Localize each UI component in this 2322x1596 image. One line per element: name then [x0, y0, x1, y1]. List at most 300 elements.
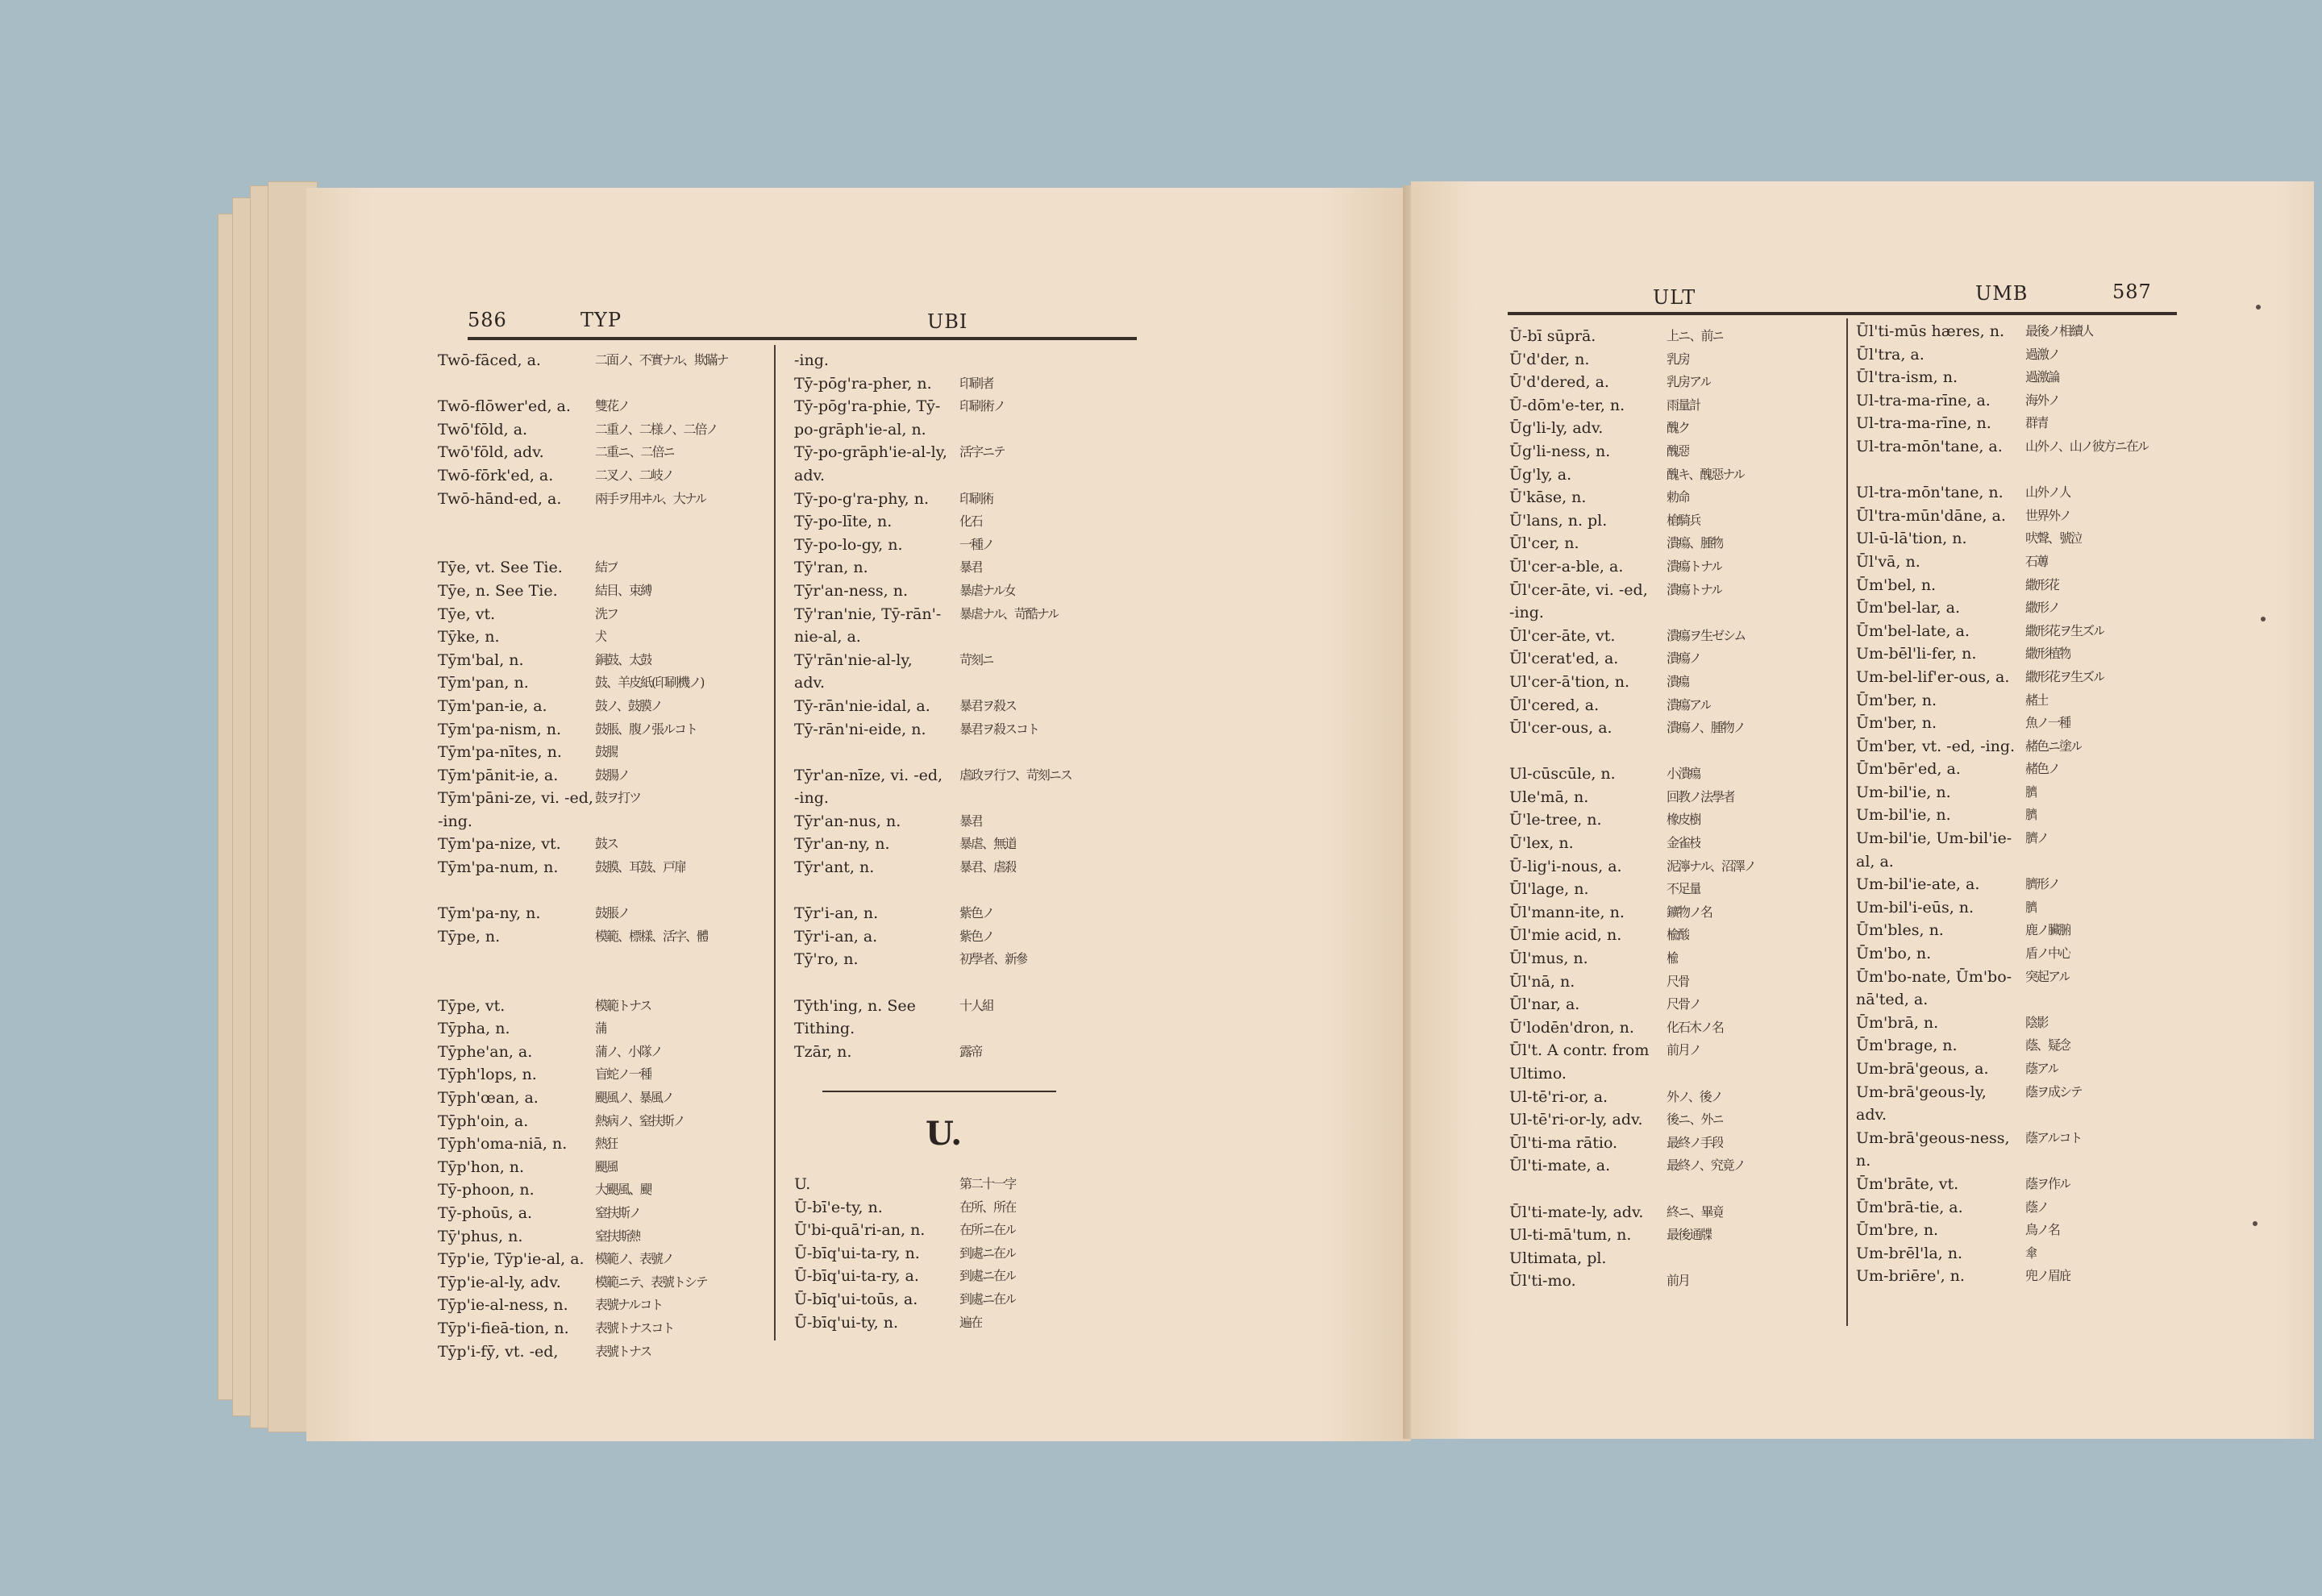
headword: Twō'fōld, adv.: [438, 443, 544, 462]
headword: Ūm'bel-lar, a.: [1856, 599, 1961, 617]
headword: Ūl'vā, n.: [1856, 552, 1920, 571]
headword: Twō'fōld, a.: [438, 420, 528, 438]
japanese-gloss: 在所ニ在ル: [959, 1222, 1017, 1238]
dictionary-entry: [794, 833, 1133, 856]
headword: al, a.: [1856, 852, 1894, 871]
dictionary-entry: [1856, 735, 2178, 759]
dictionary-entry: [438, 948, 776, 971]
headword: Ul'cer-ā'tion, n.: [1509, 672, 1629, 691]
japanese-gloss: 過激論: [2025, 369, 2060, 385]
headword: Ul-ti-mā'tum, n.: [1509, 1226, 1632, 1245]
japanese-gloss: 蔭ヲ成シテ: [2025, 1083, 2083, 1099]
headword: adv.: [794, 674, 826, 692]
dictionary-entry: [1856, 1242, 2178, 1266]
page-number: 587: [2112, 281, 2152, 303]
japanese-gloss: 繖形植物: [2025, 646, 2071, 662]
headword: [438, 971, 595, 995]
headword: Tȳph'oin, a.: [438, 1112, 529, 1130]
japanese-gloss: 銅鼓、太鼓: [595, 651, 652, 667]
japanese-gloss: 突起アル: [2025, 968, 2070, 984]
japanese-gloss: 模範ノ、表號ノ: [595, 1251, 673, 1267]
japanese-gloss: 蔭ノ: [2025, 1199, 2049, 1215]
dictionary-entry: [794, 764, 1133, 788]
dictionary-entry: [438, 1063, 776, 1087]
dictionary-entry: [1856, 827, 2178, 850]
headword: Ūl'ti-mate-ly, adv.: [1509, 1203, 1644, 1221]
headword: Ū-bīq'ui-ta-ry, n.: [794, 1244, 920, 1262]
japanese-gloss: 鼓、羊皮紙(印刷機ノ): [595, 675, 704, 691]
headword: Tȳpe, vt.: [438, 996, 506, 1015]
headword: [438, 510, 595, 534]
headword: Ūl'mie acid, n.: [1509, 926, 1622, 945]
headword: Um-brā'geous, a.: [1856, 1060, 1989, 1078]
dictionary-entry: [438, 764, 776, 788]
japanese-gloss: 後ニ、外ニ: [1667, 1112, 1724, 1128]
japanese-gloss: 臍ノ: [2025, 830, 2049, 846]
headword: Ūm'brā, n.: [1856, 1013, 1939, 1032]
headword: Tȳe, vt.: [438, 605, 496, 623]
headword: Um-bil'ie, Um-bil'ie-: [1856, 829, 2012, 848]
headword: [1509, 740, 1667, 763]
dictionary-entry: [1509, 1224, 1852, 1247]
dictionary-entry: [1856, 712, 2178, 735]
japanese-gloss: 暴君ヲ殺ス: [959, 697, 1017, 713]
japanese-gloss: 臍: [2025, 807, 2037, 823]
japanese-gloss: 兩手ヲ用ヰル、大ナル: [595, 490, 706, 506]
japanese-gloss: 回教ノ法學者: [1667, 788, 1735, 804]
headword: Ūl'tra-mūn'dāne, a.: [1856, 506, 2006, 525]
japanese-gloss: 鳥ノ名: [2025, 1222, 2060, 1238]
dictionary-entry: [438, 695, 776, 718]
headword: Ū'd'dered, a.: [1509, 373, 1609, 392]
japanese-gloss: 鼓脹、腹ノ張ルコト: [595, 721, 697, 737]
japanese-gloss: 山外ノ人: [2025, 484, 2071, 501]
headword: [794, 971, 959, 995]
headword: Tȳp'ie-al-ness, n.: [438, 1296, 568, 1315]
dictionary-entry: [794, 418, 1133, 442]
japanese-gloss: 暴君、虐殺: [959, 859, 1017, 875]
japanese-gloss: 活字ニテ: [959, 444, 1005, 460]
japanese-gloss: 熱病ノ、窒扶斯ノ: [595, 1112, 685, 1128]
japanese-gloss: 苛刻ニ: [959, 651, 994, 667]
dictionary-entry: [438, 1248, 776, 1271]
japanese-gloss: 洗フ: [595, 605, 618, 621]
dictionary-entry: [1856, 1127, 2178, 1150]
punch-hole: [2261, 617, 2266, 621]
dictionary-entry: [794, 626, 1133, 649]
headword: Ū-bīq'ui-toūs, a.: [794, 1290, 918, 1308]
dictionary-entry: [1856, 689, 2178, 713]
headword: Ūl'ti-mate, a.: [1509, 1157, 1611, 1175]
dictionary-entry: [1509, 625, 1852, 648]
headword: Ū'lodēn'dron, n.: [1509, 1018, 1634, 1037]
headword: Tȳ-rān'nie-idal, a.: [794, 696, 930, 715]
japanese-gloss: 颶風: [595, 1158, 618, 1174]
dictionary-entry: [1509, 1039, 1852, 1062]
dictionary-entry: [1509, 924, 1852, 947]
headword: Ul-tē'ri-or-ly, adv.: [1509, 1111, 1643, 1129]
japanese-gloss: 一種ノ: [959, 536, 994, 552]
dictionary-entry: [1856, 1012, 2178, 1035]
japanese-gloss: 上ニ、前ニ: [1667, 328, 1724, 343]
japanese-gloss: 臍形ノ: [2025, 876, 2060, 892]
dictionary-entry: [438, 349, 776, 372]
japanese-gloss: 印刷術: [959, 490, 994, 506]
headword: Tȳp'i-fȳ, vt. -ed,: [438, 1342, 559, 1361]
headword: Ul-tra-ma-rīne, n.: [1856, 414, 1991, 433]
dictionary-entry: [1856, 873, 2178, 896]
japanese-gloss: 過激ノ: [2025, 346, 2060, 362]
japanese-gloss: 臍: [2025, 783, 2037, 800]
japanese-gloss: 模範、標樣、活字、體: [595, 928, 709, 944]
dictionary-entry: [438, 1225, 776, 1249]
dictionary-entry: [1509, 1108, 1852, 1132]
dictionary-entry: [438, 1294, 776, 1317]
headword: Tȳ-phoon, n.: [438, 1181, 535, 1199]
japanese-gloss: 兜ノ眉庇: [2025, 1268, 2071, 1284]
headword: Ūm'bo, n.: [1856, 945, 1932, 963]
japanese-gloss: 印刷術ノ: [959, 398, 1005, 414]
headword: Tȳp'hon, n.: [438, 1158, 525, 1176]
dictionary-entry: [794, 441, 1133, 464]
dictionary-entry: [438, 925, 776, 949]
guide-word-left: TYP: [580, 309, 622, 331]
headword: [794, 741, 959, 764]
guide-word-right: UMB: [1975, 282, 2029, 305]
dictionary-entry: [438, 372, 776, 396]
japanese-gloss: 鼓膜、耳鼓、戸扉: [595, 859, 686, 875]
headword: Tȳm'pa-nism, n.: [438, 720, 561, 738]
dictionary-entry: [794, 1311, 1133, 1335]
dictionary-entry: [1509, 1086, 1852, 1109]
japanese-gloss: 在所、所在: [959, 1199, 1017, 1215]
japanese-gloss: 盲蛇ノ一種: [595, 1066, 652, 1083]
dictionary-entry: [438, 649, 776, 672]
headword: Ūl'nā, n.: [1509, 972, 1575, 991]
dictionary-entry: [794, 395, 1133, 418]
japanese-gloss: 第二十一字: [959, 1176, 1017, 1191]
dictionary-entry: [794, 1219, 1133, 1242]
dictionary-entry: [438, 833, 776, 856]
dictionary-entry: [794, 671, 1133, 695]
headword: Tithing.: [794, 1020, 855, 1038]
headword: Tȳ'rān'nie-al-ly,: [794, 650, 913, 669]
dictionary-entry: [1509, 855, 1852, 879]
headword: Um-brā'geous-ly,: [1856, 1083, 1987, 1101]
dictionary-entry: [1509, 1016, 1852, 1040]
headword: Tȳe, n. See Tie.: [438, 581, 558, 600]
dictionary-entry: [438, 580, 776, 603]
japanese-gloss: 颶風ノ、暴風ノ: [595, 1090, 673, 1105]
dictionary-entry: [438, 879, 776, 903]
headword: Tȳ'phus, n.: [438, 1227, 523, 1245]
dictionary-entry: [1509, 601, 1852, 625]
japanese-gloss: 二叉ノ、二岐ノ: [595, 467, 673, 483]
headword: Tȳph'oma-niā, n.: [438, 1135, 568, 1153]
japanese-gloss: 潰瘍ノ: [1667, 650, 1701, 667]
headword: Ū-bīq'ui-ty, n.: [794, 1313, 898, 1332]
japanese-gloss: 尺骨ノ: [1667, 996, 1701, 1012]
dictionary-entry: [1509, 647, 1852, 671]
dictionary-entry: [794, 1265, 1133, 1288]
dictionary-entry: [438, 488, 776, 511]
japanese-gloss: 暴君ヲ殺スコト: [959, 721, 1039, 737]
headword: [794, 879, 959, 903]
headword: Ūm'brāte, vt.: [1856, 1174, 1959, 1193]
japanese-gloss: 槍騎兵: [1667, 512, 1701, 528]
japanese-gloss: 魚ノ一種: [2025, 715, 2071, 731]
headword: Ūl'cer, n.: [1509, 534, 1579, 553]
japanese-gloss: 吠聲、號泣: [2025, 530, 2083, 547]
dictionary-entry: [438, 787, 776, 810]
dictionary-entry: [1856, 666, 2178, 689]
left-column-1: [438, 349, 776, 1363]
headword: Ū-bī'e-ty, n.: [794, 1198, 883, 1216]
dictionary-entry: [794, 856, 1133, 879]
headword: Ul-cūscūle, n.: [1509, 765, 1616, 783]
right-column-2: [1856, 320, 2178, 1288]
japanese-gloss: 楡酸: [1667, 927, 1690, 943]
headword: Um-bil'ie, n.: [1856, 806, 1951, 825]
dictionary-entry: [1856, 1173, 2178, 1196]
dictionary-entry: [438, 441, 776, 464]
headword: Ūm'bel, n.: [1856, 576, 1937, 594]
dictionary-entry: [1509, 970, 1852, 994]
dictionary-entry: [438, 556, 776, 580]
dictionary-entry: [794, 718, 1133, 742]
dictionary-entry: [1509, 1201, 1852, 1224]
japanese-gloss: 繖形ノ: [2025, 600, 2060, 616]
japanese-gloss: 醜ク: [1667, 420, 1690, 436]
dictionary-entry: [1509, 671, 1852, 694]
headword: adv.: [1856, 1106, 1887, 1124]
japanese-gloss: 犬: [595, 629, 607, 645]
japanese-gloss: 潰瘍トナル: [1667, 581, 1723, 597]
letter-heading: U.: [926, 1115, 963, 1153]
dictionary-entry: [1856, 481, 2178, 505]
japanese-gloss: 鼓ノ、鼓膜ノ: [595, 697, 662, 713]
japanese-gloss: 蒲: [595, 1020, 607, 1037]
headword: Ul-tra-mōn'tane, a.: [1856, 437, 2003, 455]
headword: Tȳm'pa-num, n.: [438, 858, 559, 877]
dictionary-entry: [1856, 412, 2178, 435]
dictionary-entry: [794, 464, 1133, 488]
headword: Tȳ-po-līte, n.: [794, 513, 893, 531]
left-column-2-u: [794, 1173, 1133, 1334]
headword: Ūm'bles, n.: [1856, 921, 1944, 940]
headword: Ū'kāse, n.: [1509, 488, 1587, 507]
headword: Tȳm'pa-ny, n.: [438, 904, 541, 923]
japanese-gloss: 表號ナルコト: [595, 1297, 663, 1313]
dictionary-entry: [438, 418, 776, 442]
dictionary-entry: [438, 1041, 776, 1064]
japanese-gloss: 二面ノ、不實ナル、欺瞞ナ: [595, 352, 728, 368]
japanese-gloss: 鼓ス: [595, 836, 618, 852]
japanese-gloss: 泥濘ナル、沼澤ノ: [1667, 858, 1755, 874]
headword: Ultimo.: [1509, 1065, 1567, 1083]
dictionary-entry: [794, 510, 1133, 534]
headword: Tȳr'an-ness, n.: [794, 581, 909, 600]
japanese-gloss: 表號トナス: [595, 1343, 651, 1359]
japanese-gloss: 勅命: [1667, 489, 1690, 505]
headword: Tȳke, n.: [438, 628, 500, 646]
headword: Um-bēl'li-fer, n.: [1856, 645, 1977, 663]
headword: Um-brēl'la, n.: [1856, 1244, 1962, 1262]
japanese-gloss: 山外ノ、山ノ彼方ニ在ル: [2025, 438, 2149, 454]
headword: Um-bil'i-eūs, n.: [1856, 898, 1975, 916]
japanese-gloss: 結ブ: [595, 559, 618, 576]
dictionary-entry: [438, 902, 776, 925]
dictionary-entry: [1856, 596, 2178, 620]
header-rule: [468, 337, 1137, 340]
headword: Ūm'brage, n.: [1856, 1037, 1958, 1055]
japanese-gloss: 世界外ノ: [2025, 507, 2071, 523]
dictionary-entry: [794, 1017, 1133, 1041]
headword: Tȳp'i-fieā-tion, n.: [438, 1319, 569, 1337]
japanese-gloss: 最後通牒: [1667, 1227, 1712, 1243]
dictionary-entry: [1856, 942, 2178, 966]
headword: -ing.: [438, 812, 472, 830]
headword: Ul-tra-mōn'tane, n.: [1856, 484, 2004, 502]
headword: Tȳm'pānit-ie, a.: [438, 766, 559, 784]
japanese-gloss: 尺骨: [1667, 973, 1690, 989]
headword: Ūl'lage, n.: [1509, 880, 1589, 899]
headword: Tȳpha, n.: [438, 1020, 510, 1038]
headword: Um-briēre', n.: [1856, 1267, 1965, 1286]
dictionary-entry: [438, 1156, 776, 1179]
headword: Tȳp'ie-al-ly, adv.: [438, 1273, 561, 1291]
dictionary-entry: [1509, 1247, 1852, 1270]
japanese-gloss: 暴虐、無道: [959, 836, 1017, 852]
right-column-1: [1509, 325, 1852, 1293]
headword: [1856, 459, 2025, 482]
headword: Ūl'mus, n.: [1509, 950, 1588, 968]
japanese-gloss: 乳房アル: [1667, 374, 1712, 390]
headword: Tȳ-pōg'ra-phie, Tȳ-: [794, 397, 941, 416]
headword: Ūm'bo-nate, Ūm'bo-: [1856, 967, 2012, 986]
dictionary-entry: [1856, 850, 2178, 874]
japanese-gloss: 赭色ノ: [2025, 761, 2060, 777]
japanese-gloss: 十人組: [959, 997, 994, 1013]
japanese-gloss: 鼓腸ノ: [595, 767, 630, 783]
dictionary-entry: [794, 879, 1133, 903]
headword: Ūm'bre, n.: [1856, 1221, 1939, 1240]
japanese-gloss: 潰瘍、腫物: [1667, 535, 1724, 551]
japanese-gloss: 醜キ、醜惡ナル: [1667, 466, 1745, 482]
headword: Ūm'bēr'ed, a.: [1856, 760, 1961, 779]
japanese-gloss: 窒扶斯ノ: [595, 1204, 641, 1220]
headword: nie-al, a.: [794, 628, 861, 646]
japanese-gloss: 紫色ノ: [959, 905, 994, 921]
dictionary-entry: [438, 626, 776, 649]
dictionary-entry: [1856, 527, 2178, 551]
japanese-gloss: 潰瘍トナル: [1667, 558, 1723, 574]
headword: Tȳ-po-lo-gy, n.: [794, 535, 903, 554]
headword: Ūl'ti-mo.: [1509, 1272, 1576, 1291]
japanese-gloss: 潰瘍アル: [1667, 696, 1712, 713]
dictionary-entry: [1509, 348, 1852, 372]
dictionary-entry: [1509, 832, 1852, 855]
dictionary-entry: [438, 1017, 776, 1041]
dictionary-entry: [1509, 1154, 1852, 1178]
headword: nā'ted, a.: [1856, 991, 1929, 1009]
dictionary-entry: [1509, 1178, 1852, 1201]
dictionary-entry: [1509, 440, 1852, 463]
dictionary-entry: [1509, 1062, 1852, 1086]
headword: Ūm'ber, n.: [1856, 714, 1937, 733]
headword: Ūl'cer-a-ble, a.: [1509, 557, 1624, 576]
headword: U.: [794, 1175, 811, 1193]
headword: Tȳm'pa-nītes, n.: [438, 743, 562, 762]
left-column-2: [794, 349, 1133, 1063]
dictionary-entry: [1509, 694, 1852, 717]
headword: Ūm'bel-late, a.: [1856, 621, 1970, 640]
headword: Tȳr'i-an, n.: [794, 904, 879, 923]
dictionary-entry: [438, 603, 776, 626]
japanese-gloss: 繖形花ヲ生ズル: [2025, 668, 2105, 684]
dictionary-entry: [1856, 781, 2178, 804]
dictionary-entry: [1856, 551, 2178, 574]
dictionary-entry: [438, 395, 776, 418]
headword: Ul-tē'ri-or, a.: [1509, 1087, 1608, 1106]
headword: Ūm'ber, n.: [1856, 691, 1937, 709]
dictionary-entry: [1856, 988, 2178, 1012]
dictionary-entry: [438, 1110, 776, 1133]
headword: Ūl'nar, a.: [1509, 995, 1580, 1014]
japanese-gloss: 到處ニ在ル: [959, 1245, 1017, 1261]
dictionary-entry: [438, 510, 776, 534]
headword: Ūl'cer-āte, vi. -ed,: [1509, 580, 1648, 599]
dictionary-entry: [794, 948, 1133, 971]
dictionary-entry: [1509, 740, 1852, 763]
japanese-gloss: 鼓脹ノ: [595, 905, 630, 921]
japanese-gloss: 雨量計: [1667, 397, 1701, 413]
header-rule: [1508, 312, 2177, 315]
japanese-gloss: 化石木ノ名: [1667, 1019, 1724, 1035]
japanese-gloss: 赭色ニ塗ル: [2025, 738, 2083, 754]
dictionary-entry: [1509, 1270, 1852, 1293]
japanese-gloss: 到處ニ在ル: [959, 1291, 1017, 1307]
headword: Ultimata, pl.: [1509, 1249, 1607, 1267]
dictionary-entry: [794, 971, 1133, 995]
dictionary-entry: [1856, 435, 2178, 459]
dictionary-entry: [1856, 1149, 2178, 1173]
headword: Ūl'tra-ism, n.: [1856, 368, 1958, 387]
japanese-gloss: 遍在: [959, 1314, 983, 1330]
dictionary-entry: [794, 1288, 1133, 1311]
dictionary-entry: [794, 488, 1133, 511]
headword: Tȳr'an-nus, n.: [794, 812, 901, 830]
dictionary-entry: [438, 464, 776, 488]
headword: Tzār, n.: [794, 1042, 852, 1061]
japanese-gloss: 傘: [2025, 1245, 2037, 1261]
headword: Tȳph'lops, n.: [438, 1066, 537, 1084]
headword: Ule'mā, n.: [1509, 788, 1589, 806]
page-number: 586: [468, 309, 507, 331]
japanese-gloss: 潰瘍ヲ生ゼシム: [1667, 627, 1746, 643]
column-rule: [1846, 318, 1848, 1326]
column-rule: [774, 345, 776, 1340]
dictionary-entry: [1856, 389, 2178, 413]
headword: Ūg'li-ness, n.: [1509, 442, 1611, 460]
japanese-gloss: 鼓ヲ打ツ: [595, 790, 641, 806]
headword: Ūl'mann-ite, n.: [1509, 903, 1625, 921]
headword: Ū'le-tree, n.: [1509, 811, 1602, 829]
headword: Tȳr'an-nīze, vi. -ed,: [794, 766, 943, 784]
japanese-gloss: 石蓴: [2025, 553, 2049, 569]
headword: Ūl't. A contr. from: [1509, 1041, 1650, 1060]
dictionary-entry: [1509, 486, 1852, 509]
